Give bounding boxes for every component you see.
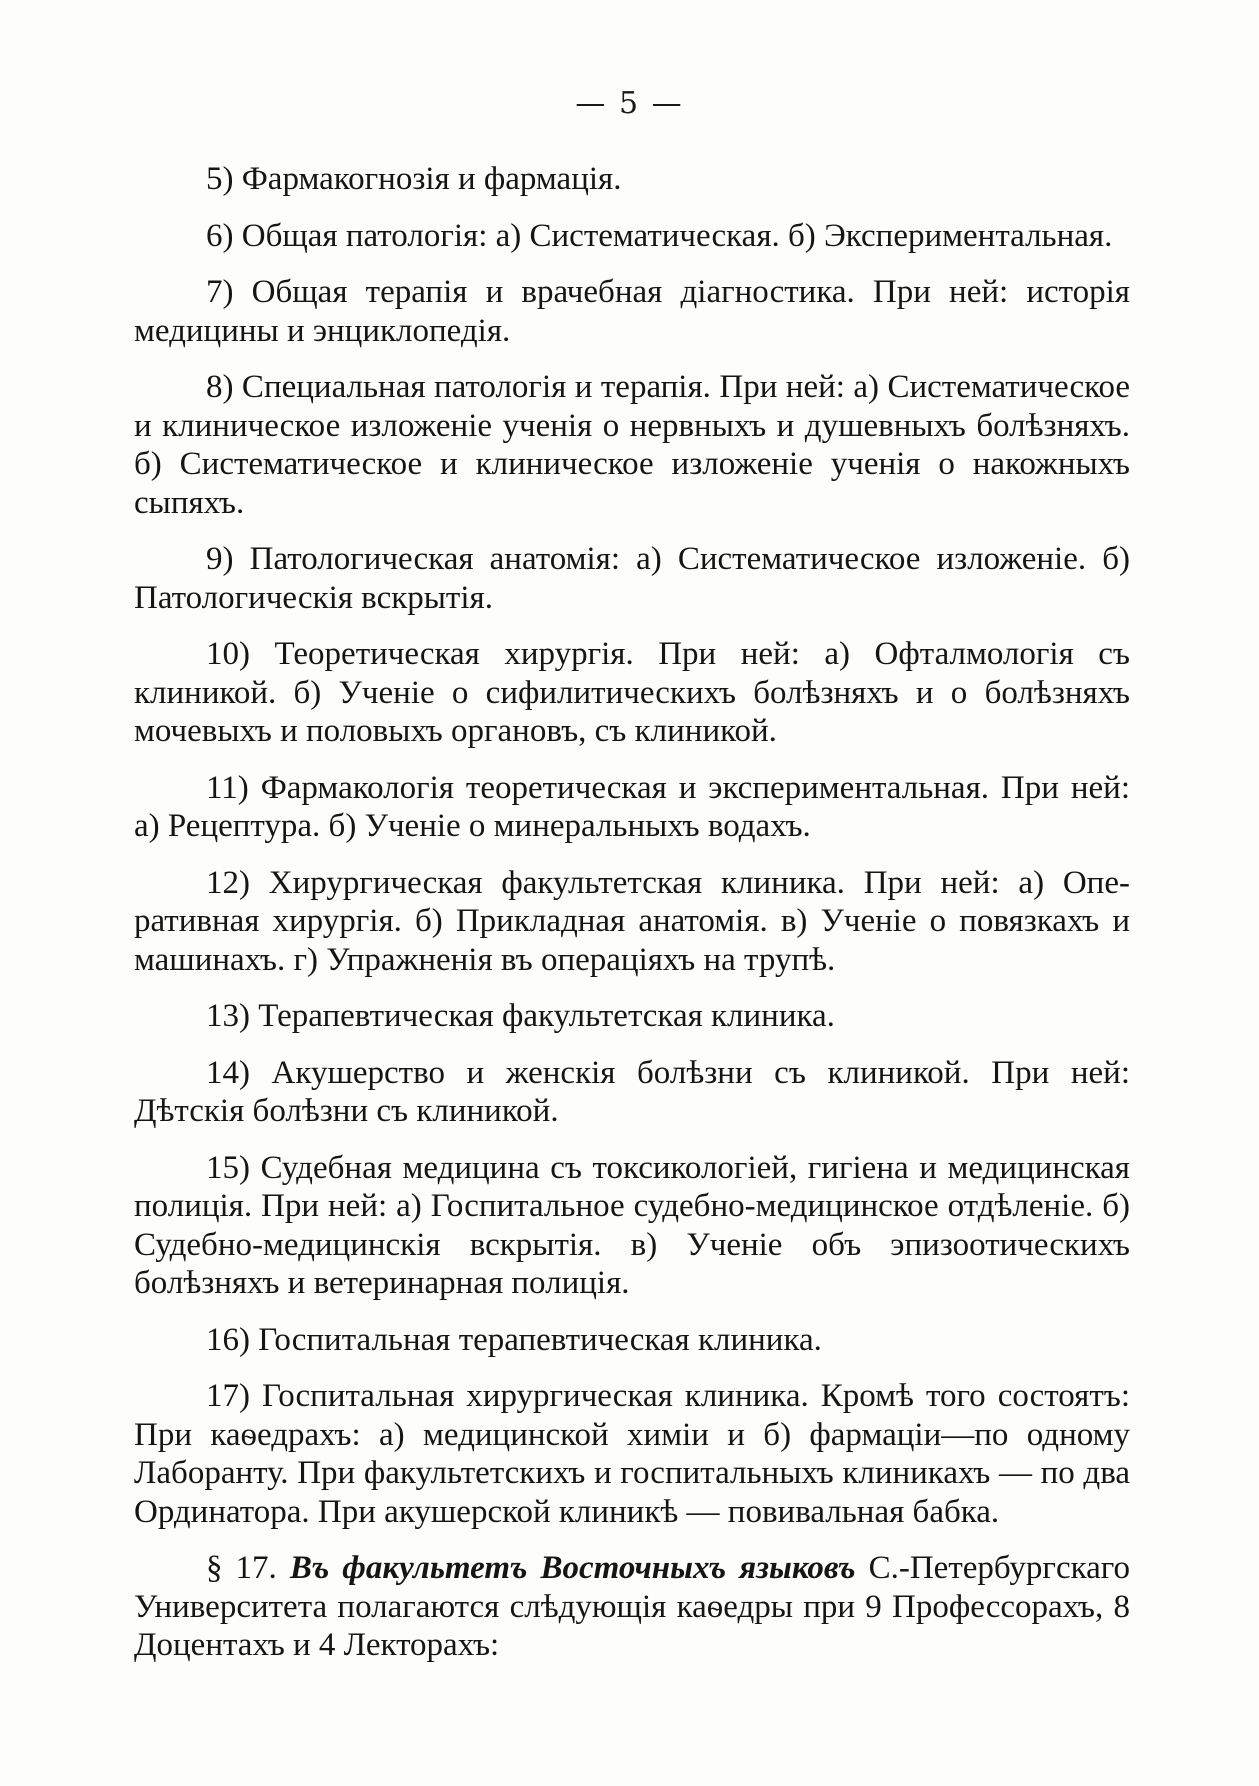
list-item-15: 15) Судебная медицина съ токсикологіей, гигіена и медицинская полиція. При ней: а) Госпитальное судебно-медицинское отдѣленіе. б) Судебно-медицинскія вскрытія. в) Ученіе объ эпизоотическихъ болѣзняхъ и ветеринарная полиція. <box>134 1149 1130 1301</box>
list-item-12: 12) Хирургическая факультетская клиника. При ней: а) Оперативная хирургія. б) Прикладная анатомія. в) Ученіе о повязкахъ и машинахъ. г) Упражненія въ операціяхъ на трупѣ. <box>134 864 1130 978</box>
body-text <box>134 160 1130 1683</box>
list-item-10: 10) Теоретическая хирургія. При ней: а) Офталмологія съ клиникой. б) Ученіе о сифилитическихъ болѣзняхъ и о болѣзняхъ мочевыхъ и половыхъ органовъ, съ клиникой. <box>134 636 1130 749</box>
section-17-text: С.-Петербургскаго Университета полагаются слѣдующія каѳедры при 9 Профессорахъ, 8 Доцентахъ и 4 Лекторахъ: <box>134 1550 1131 1663</box>
list-item-14: 14) Акушерство и женскія болѣзни съ клиникой. При ней: Дѣтскія болѣзни съ клиникой. <box>134 1054 1130 1129</box>
list-item-11: 11) Фармакологія теоретическая и экспериментальная. При ней: а) Рецептура. б) Ученіе о минеральныхъ водахъ. <box>134 769 1130 844</box>
list-item-5: 5) Фармакогнозія и фармація. <box>206 161 622 197</box>
page-number: — 5 — <box>575 86 684 121</box>
list-item-8: 8) Специальная патологія и терапія. При ней: а) Систематическое и клиническое изложеніе ученія о нервныхъ и душевныхъ болѣзняхъ. б) Систематическое и клиническое изложеніе ученія о накожныхъ сыпяхъ. <box>134 369 1130 521</box>
list-item-17: 17) Госпитальная хирургическая клиника. Кромѣ того состоятъ: При каѳедрахъ: а) медицинской химіи и б) фармаціи—по одному Лаборанту. При факультетскихъ и госпитальныхъ клиникахъ — по два Ординатора. При акушерской клиникѣ — повивальная бабка. <box>134 1378 1130 1530</box>
section-17-emphasis: Въ факультетъ Восточныхъ языковъ <box>289 1550 856 1586</box>
list-item-16: 16) Госпитальная терапевтическая клиника. <box>206 1321 822 1358</box>
list-item-6: 6) Общая патологія: а) Систематическая. б) Экспериментальная. <box>206 217 1113 254</box>
section-mark: § 17. <box>206 1550 277 1586</box>
section-17-paragraph <box>134 1549 1130 1665</box>
list-item-7: 7) Общая терапія и врачебная діагностика. При ней: исторія медицины и энциклопедія. <box>134 274 1130 349</box>
list-item-9: 9) Патологическая анатомія: а) Систематическое изложеніе. б) Патологическія вскрытія. <box>134 541 1130 616</box>
list-item-13: 13) Терапевтическая факультетская клиника. <box>206 998 835 1034</box>
